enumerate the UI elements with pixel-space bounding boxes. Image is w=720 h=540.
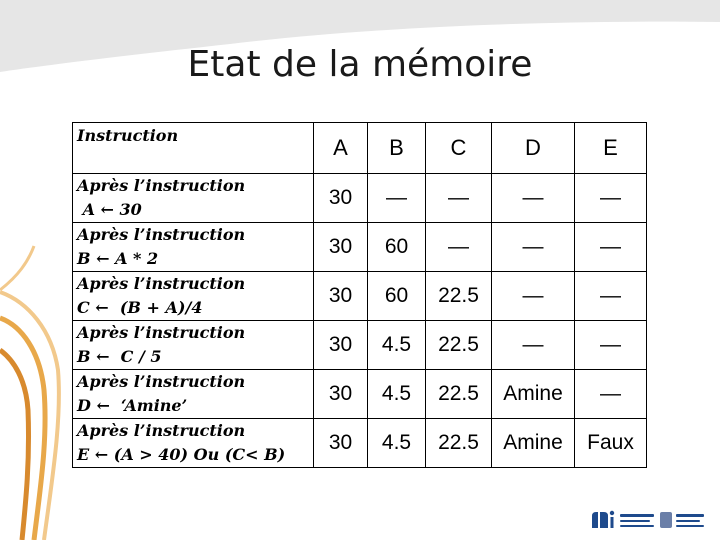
value-e: —: [575, 321, 647, 370]
instruction-cell: [73, 321, 314, 370]
value-b: 4.5: [368, 370, 426, 419]
value-b: 60: [368, 223, 426, 272]
value-a: 30: [314, 174, 368, 223]
value-c: —: [426, 223, 492, 272]
instruction-line-1: Après l’instruction: [77, 274, 246, 293]
table-row: [73, 223, 647, 272]
value-c: —: [426, 174, 492, 223]
value-c: 22.5: [426, 272, 492, 321]
value-a: 30: [314, 370, 368, 419]
value-a: 30: [314, 321, 368, 370]
table-row: [73, 370, 647, 419]
slide-title: Etat de la mémoire: [187, 44, 533, 85]
value-a: 30: [314, 419, 368, 468]
value-d: —: [492, 223, 575, 272]
table-row: [73, 419, 647, 468]
instruction-line-1: Après l’instruction: [77, 176, 246, 195]
value-a: 30: [314, 223, 368, 272]
value-e: —: [575, 223, 647, 272]
instruction-line-2: A ← 30: [77, 200, 142, 219]
table-header-row: [73, 123, 647, 174]
header-c: C: [426, 123, 492, 174]
value-e: Faux: [575, 419, 647, 468]
instruction-line-1: Après l’instruction: [77, 421, 246, 440]
instruction-cell: [73, 370, 314, 419]
instruction-cell: [73, 272, 314, 321]
value-c: 22.5: [426, 370, 492, 419]
arch-decor: [0, 246, 59, 540]
value-e: —: [575, 272, 647, 321]
header-b: B: [368, 123, 426, 174]
header-instruction: Instruction: [73, 123, 314, 174]
header-a: A: [314, 123, 368, 174]
value-d: —: [492, 174, 575, 223]
instruction-line-2: B ← C / 5: [77, 347, 162, 366]
header-d: D: [492, 123, 575, 174]
instruction-line-2: B ← A * 2: [77, 249, 159, 268]
value-e: —: [575, 174, 647, 223]
value-c: 22.5: [426, 419, 492, 468]
value-c: 22.5: [426, 321, 492, 370]
memory-state-table: [72, 122, 647, 468]
value-d: Amine: [492, 419, 575, 468]
instruction-cell: [73, 419, 314, 468]
instruction-line-2: D ← ‘Amine’: [77, 396, 188, 415]
header-e: E: [575, 123, 647, 174]
table-row: [73, 174, 647, 223]
value-b: 60: [368, 272, 426, 321]
value-b: 4.5: [368, 419, 426, 468]
table-row: [73, 321, 647, 370]
value-d: —: [492, 272, 575, 321]
instruction-cell: [73, 174, 314, 223]
value-e: —: [575, 370, 647, 419]
table-row: [73, 272, 647, 321]
instruction-line-1: Après l’instruction: [77, 225, 246, 244]
university-logo: [588, 506, 706, 534]
value-d: Amine: [492, 370, 575, 419]
instruction-line-2: C ← (B + A)/4: [77, 298, 203, 317]
value-b: —: [368, 174, 426, 223]
instruction-line-1: Après l’instruction: [77, 372, 246, 391]
value-a: 30: [314, 272, 368, 321]
value-d: —: [492, 321, 575, 370]
instruction-cell: [73, 223, 314, 272]
value-b: 4.5: [368, 321, 426, 370]
instruction-line-1: Après l’instruction: [77, 323, 246, 342]
instruction-line-2: E ← (A > 40) Ou (C< B): [77, 445, 286, 464]
